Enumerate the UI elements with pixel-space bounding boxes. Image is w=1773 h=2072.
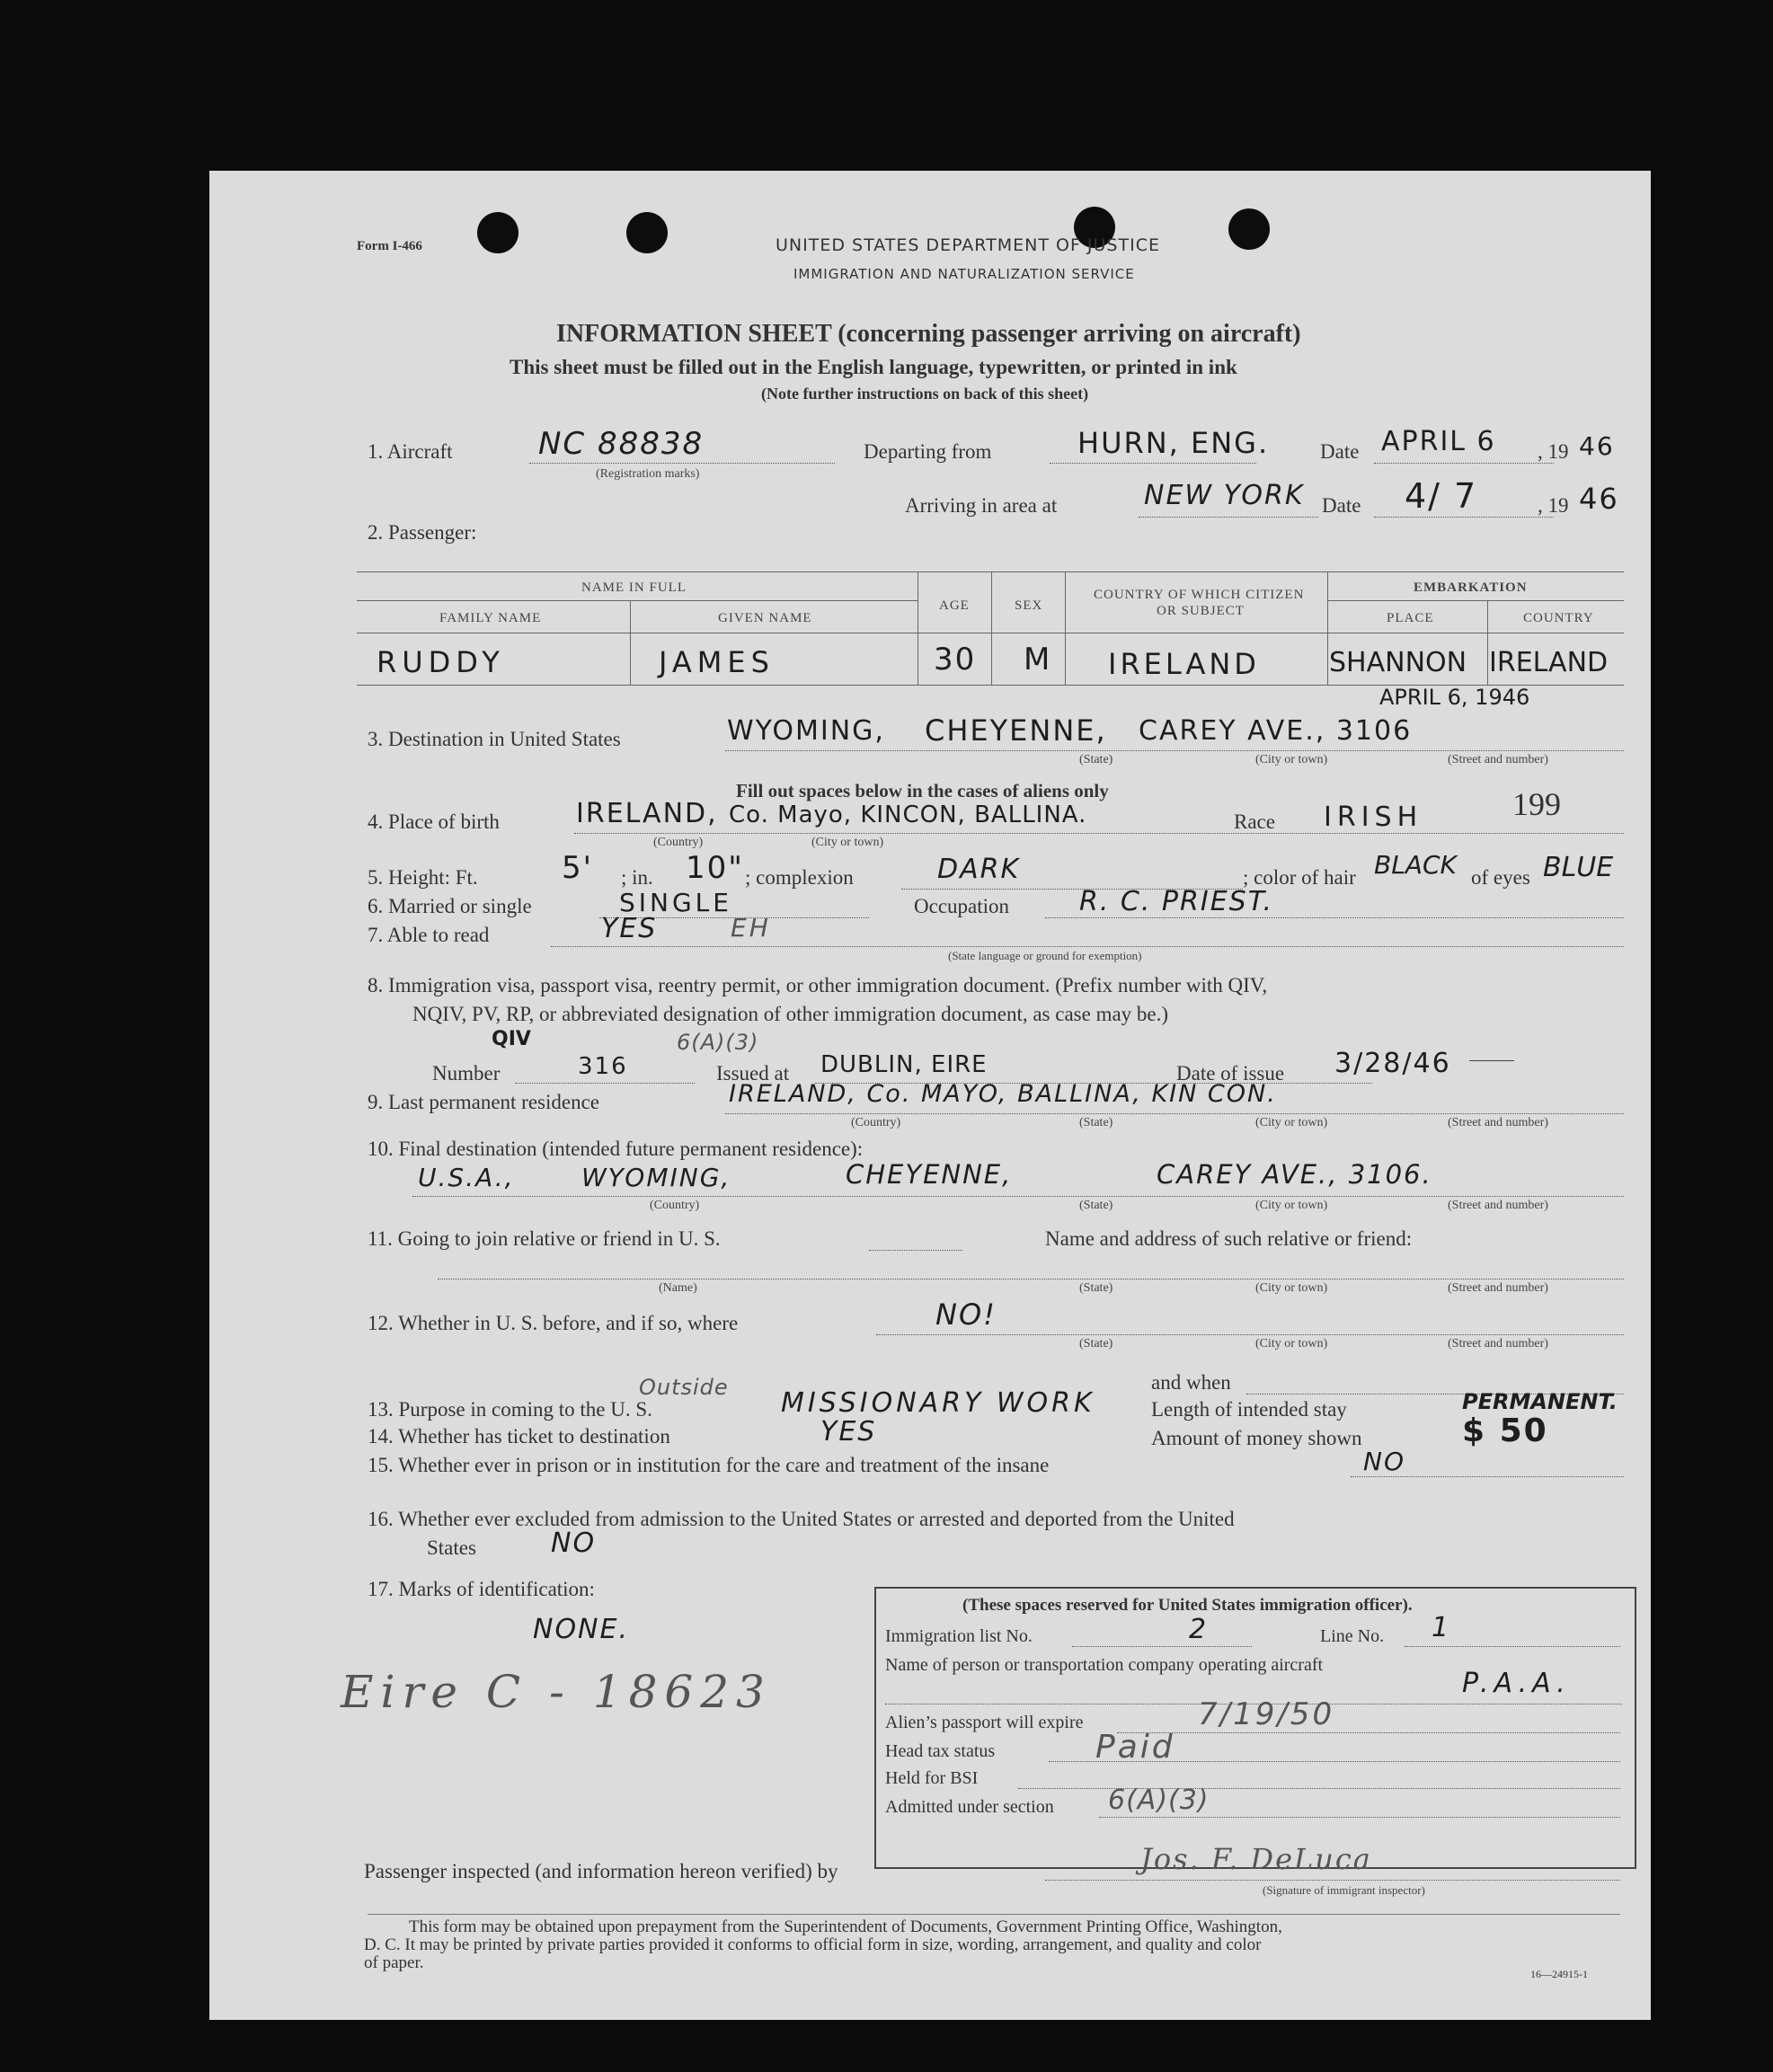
- dest-city-value: CHEYENNE,: [925, 713, 1107, 748]
- relative-city-caption: (City or town): [1255, 1281, 1328, 1295]
- relative-street-caption: (Street and number): [1448, 1281, 1548, 1295]
- arr-year-value: 46: [1579, 482, 1619, 516]
- form-title: INFORMATION SHEET (concerning passenger arriving on aircraft): [556, 320, 1301, 348]
- dest-city-caption: (City or town): [1255, 753, 1328, 766]
- in-us-value: NO!: [935, 1297, 997, 1332]
- birth-city-caption: (City or town): [811, 836, 884, 849]
- prison-value: NO: [1363, 1447, 1405, 1476]
- departing-line: [1050, 463, 1256, 464]
- number-line: [515, 1083, 695, 1084]
- footer-line-1: This form may be obtained upon prepayment from the Superintendent of Documents, Government Printing Office, Washington,: [409, 1917, 1282, 1936]
- visa-prefix-value: QIV: [492, 1028, 531, 1050]
- citizen-value: IRELAND: [1108, 647, 1260, 681]
- last-res-state-caption: (State): [1079, 1116, 1113, 1129]
- race-code-value: 199: [1512, 786, 1561, 822]
- arr-date-value: 4/ 7: [1405, 476, 1478, 516]
- form-subtitle: This sheet must be filled out in the English language, typewritten, or printed in ink: [510, 356, 1237, 378]
- issued-at-label: Issued at: [716, 1062, 790, 1085]
- ticket-label: 14. Whether has ticket to destination: [368, 1425, 670, 1448]
- passport-expire-label: Alien’s passport will expire: [885, 1713, 1084, 1732]
- held-bsi-label: Held for BSI: [885, 1768, 979, 1788]
- hair-value: BLACK: [1374, 850, 1457, 880]
- dest-street-value: CAREY AVE., 3106: [1139, 715, 1413, 747]
- married-label: 6. Married or single: [368, 895, 532, 917]
- occupation-label: Occupation: [914, 895, 1010, 917]
- prison-line: [1351, 1476, 1624, 1477]
- citizen-header-1: COUNTRY OF WHICH CITIZEN: [1094, 588, 1305, 602]
- issue-date-value: 3/28/46: [1334, 1048, 1451, 1079]
- departing-label: Departing from: [864, 440, 992, 463]
- col-divider: [991, 571, 992, 685]
- relative-line: [438, 1279, 1624, 1280]
- destination-line: [725, 750, 1624, 751]
- last-res-street-caption: (Street and number): [1448, 1116, 1548, 1129]
- read-language-value: EH: [731, 913, 771, 943]
- final-dest-city-value: CHEYENNE,: [846, 1159, 1013, 1190]
- height-label: 5. Height: Ft.: [368, 866, 478, 889]
- name-subheader-rule: [357, 600, 918, 601]
- in-us-city-caption: (City or town): [1255, 1337, 1328, 1350]
- complexion-value: DARK: [937, 854, 1021, 885]
- dep-year-value: 46: [1579, 431, 1615, 461]
- age-value: 30: [934, 642, 977, 677]
- in-us-label: 12. Whether in U. S. before, and if so, where: [368, 1312, 739, 1334]
- going-join-label: 11. Going to join relative or friend in U. S.: [368, 1227, 721, 1250]
- arr-year-prefix: , 19: [1538, 494, 1569, 517]
- given-name-header: GIVEN NAME: [718, 611, 812, 625]
- going-join-line: [869, 1250, 962, 1251]
- passport-expire-value: 7/19/50: [1198, 1696, 1335, 1732]
- aircraft-label: 1. Aircraft: [368, 440, 453, 463]
- length-stay-label: Length of intended stay: [1151, 1398, 1347, 1421]
- aircraft-value: NC 88838: [538, 426, 705, 462]
- name-in-full-header: NAME IN FULL: [581, 580, 687, 595]
- col-divider: [1327, 571, 1328, 685]
- final-street-caption: (Street and number): [1448, 1199, 1548, 1212]
- birth-country-caption: (Country): [653, 836, 704, 849]
- line-no-label: Line No.: [1320, 1626, 1385, 1646]
- passenger-label: 2. Passenger:: [368, 521, 477, 544]
- last-res-city-caption: (City or town): [1255, 1116, 1328, 1129]
- imm-list-value: 2: [1189, 1614, 1209, 1645]
- form-number: Form I-466: [357, 239, 422, 253]
- relative-state-caption: (State): [1079, 1281, 1113, 1295]
- col-divider: [630, 600, 631, 685]
- marks-value: NONE.: [533, 1614, 629, 1645]
- ticket-value: YES: [820, 1416, 877, 1448]
- final-country-caption: (Country): [650, 1199, 700, 1212]
- final-state-caption: (State): [1079, 1199, 1113, 1212]
- prison-label: 15. Whether ever in prison or in institution for the care and treatment of the insane: [368, 1454, 1050, 1476]
- read-value: YES: [601, 913, 658, 944]
- race-value: IRISH: [1324, 801, 1423, 833]
- married-value: SINGLE: [619, 888, 732, 917]
- in-us-state-caption: (State): [1079, 1337, 1113, 1350]
- inspected-label: Passenger inspected (and information hereon verified) by: [364, 1860, 838, 1882]
- dep-date-label: Date: [1320, 440, 1360, 463]
- in-us-line: [876, 1334, 1624, 1335]
- height-in-label: ; in.: [621, 866, 653, 889]
- head-tax-value: Paid: [1095, 1729, 1175, 1766]
- citizen-header-2: OR SUBJECT: [1157, 604, 1245, 618]
- reserved-caption: (These spaces reserved for United States immigration officer).: [962, 1596, 1413, 1615]
- line-no-value: 1: [1432, 1612, 1451, 1643]
- final-dest-label: 10. Final destination (intended future permanent residence):: [368, 1138, 864, 1160]
- final-dest-line: [412, 1196, 1624, 1197]
- passport-expire-line: [1117, 1732, 1620, 1733]
- relative-name-caption: (Name): [659, 1281, 697, 1295]
- age-header: AGE: [939, 598, 970, 613]
- embark-place-value: SHANNON: [1329, 647, 1467, 678]
- race-label: Race: [1234, 810, 1275, 833]
- arriving-line: [1139, 517, 1318, 518]
- and-when-label: and when: [1151, 1371, 1231, 1394]
- number-label: Number: [432, 1062, 501, 1085]
- dest-state-caption: (State): [1079, 753, 1113, 766]
- embarkation-header: EMBARKATION: [1414, 580, 1528, 595]
- height-in-value: 10": [686, 850, 744, 886]
- punch-hole: [1228, 208, 1270, 250]
- occupation-value: R. C. PRIEST.: [1079, 886, 1274, 917]
- admitted-line: [1099, 1817, 1620, 1818]
- money-label: Amount of money shown: [1151, 1427, 1362, 1449]
- marks-label: 17. Marks of identification:: [368, 1578, 595, 1600]
- dest-street-caption: (Street and number): [1448, 753, 1548, 766]
- complexion-label: ; complexion: [745, 866, 854, 889]
- date-issue-label: Date of issue: [1176, 1062, 1285, 1085]
- punch-hole: [626, 212, 668, 253]
- visa-text-1: 8. Immigration visa, passport visa, reentry permit, or other immigration document. (Prefix number with QIV,: [368, 974, 1268, 996]
- operator-label: Name of person or transportation company operating aircraft: [885, 1655, 1324, 1675]
- dep-date-value: APRIL 6: [1381, 426, 1496, 457]
- excluded-text-1: 16. Whether ever excluded from admission to the United States or arrested and deported from the United: [368, 1508, 1235, 1530]
- height-ft-value: 5': [562, 850, 593, 886]
- family-name-header: FAMILY NAME: [439, 611, 542, 625]
- col-divider: [1065, 571, 1066, 685]
- imm-list-label: Immigration list No.: [885, 1626, 1033, 1646]
- last-res-value: IRELAND, Co. MAYO, BALLINA, KIN CON.: [729, 1080, 1277, 1108]
- purpose-value: MISSIONARY WORK: [781, 1387, 1095, 1419]
- table-top-rule: [357, 571, 1624, 572]
- place-header: PLACE: [1387, 611, 1434, 625]
- read-line: [551, 946, 1624, 947]
- signature-caption: (Signature of immigrant inspector): [1263, 1883, 1425, 1897]
- eyes-label: of eyes: [1471, 866, 1530, 889]
- admitted-label: Admitted under section: [885, 1797, 1054, 1817]
- birth-country-value: IRELAND,: [576, 798, 718, 829]
- occupation-line: [1045, 917, 1624, 918]
- footer-line-3: of paper.: [364, 1953, 424, 1972]
- line-no-line: [1405, 1646, 1620, 1647]
- dest-state-value: WYOMING,: [727, 715, 885, 747]
- operator-value: P.A.A.: [1462, 1668, 1571, 1699]
- in-us-street-caption: (Street and number): [1448, 1337, 1548, 1350]
- last-res-country-caption: (Country): [851, 1116, 901, 1129]
- issued-at-value: DUBLIN, EIRE: [820, 1051, 988, 1078]
- footer-rule: [368, 1914, 1620, 1915]
- excluded-text-2: States: [427, 1536, 476, 1559]
- length-stay-value: PERMANENT.: [1462, 1389, 1618, 1414]
- embark-country-value: IRELAND: [1489, 647, 1609, 678]
- state-language-caption: (State language or ground for exemption): [948, 949, 1142, 962]
- given-name-value: JAMES: [659, 645, 775, 679]
- admitted-value: 6(A)(3): [1108, 1784, 1210, 1816]
- arriving-label: Arriving in area at: [905, 494, 1058, 517]
- final-dest-street-value: CAREY AVE., 3106.: [1157, 1159, 1432, 1190]
- hair-label: ; color of hair: [1243, 866, 1356, 889]
- destination-label: 3. Destination in United States: [368, 728, 621, 750]
- dep-year-prefix: , 19: [1538, 440, 1569, 463]
- final-dest-country-value: U.S.A.,: [418, 1163, 515, 1192]
- aircraft-line: [529, 463, 835, 464]
- form-note: (Note further instructions on back of this sheet): [761, 385, 1089, 403]
- dep-date-line: [1374, 463, 1554, 464]
- aliens-only-note: Fill out spaces below in the cases of aliens only: [736, 780, 1109, 801]
- sex-value: M: [1024, 642, 1052, 677]
- final-dest-state-value: WYOMING,: [581, 1163, 731, 1192]
- handwritten-note: Eire C - 18623: [341, 1666, 772, 1718]
- punch-hole: [477, 212, 519, 253]
- department-name: UNITED STATES DEPARTMENT OF JUSTICE: [776, 235, 1160, 255]
- col-divider: [1487, 600, 1488, 685]
- last-res-label: 9. Last permanent residence: [368, 1091, 599, 1113]
- excluded-value: NO: [551, 1527, 597, 1559]
- arr-date-line: [1374, 517, 1554, 518]
- last-res-line: [725, 1113, 1624, 1114]
- country-header: COUNTRY: [1523, 611, 1594, 625]
- embark-date-value: APRIL 6, 1946: [1379, 685, 1530, 710]
- money-value: $ 50: [1462, 1412, 1548, 1449]
- head-tax-label: Head tax status: [885, 1741, 996, 1761]
- name-address-label: Name and address of such relative or friend:: [1045, 1227, 1413, 1250]
- departing-value: HURN, ENG.: [1077, 426, 1270, 460]
- reg-marks-caption: (Registration marks): [596, 467, 700, 481]
- print-code: 16—24915-1: [1530, 1968, 1588, 1980]
- eyes-value: BLUE: [1543, 852, 1614, 883]
- dash-mark: [1469, 1060, 1514, 1061]
- birth-line: [574, 833, 1624, 834]
- signature-line: [1045, 1880, 1620, 1881]
- form-sheet: [209, 171, 1651, 2020]
- inspector-signature: Jos. F. DeLuca: [1140, 1842, 1372, 1876]
- sex-header: SEX: [1015, 598, 1043, 613]
- birth-city-value: Co. Mayo, KINCON, BALLINA.: [729, 801, 1087, 828]
- visa-section-value: 6(A)(3): [677, 1030, 759, 1055]
- visa-text-2: NQIV, PV, RP, or abbreviated designation of other immigration document, as case may be.): [412, 1003, 1169, 1025]
- arriving-value: NEW YORK: [1144, 480, 1305, 511]
- family-name-value: RUDDY: [377, 645, 505, 679]
- service-name: IMMIGRATION AND NATURALIZATION SERVICE: [793, 266, 1135, 282]
- purpose-label: 13. Purpose in coming to the U. S.: [368, 1398, 652, 1421]
- birth-label: 4. Place of birth: [368, 810, 500, 833]
- final-city-caption: (City or town): [1255, 1199, 1328, 1212]
- arr-date-label: Date: [1322, 494, 1361, 517]
- imm-list-line: [1072, 1646, 1252, 1647]
- read-label: 7. Able to read: [368, 924, 490, 946]
- visa-number-value: 316: [578, 1053, 628, 1080]
- embark-subheader-rule: [1327, 600, 1624, 601]
- footer-line-2: D. C. It may be printed by private parties provided it conforms to official form in size, wording, arrangement, and quality and color: [364, 1935, 1262, 1954]
- purpose-prefix-value: Outside: [639, 1375, 729, 1400]
